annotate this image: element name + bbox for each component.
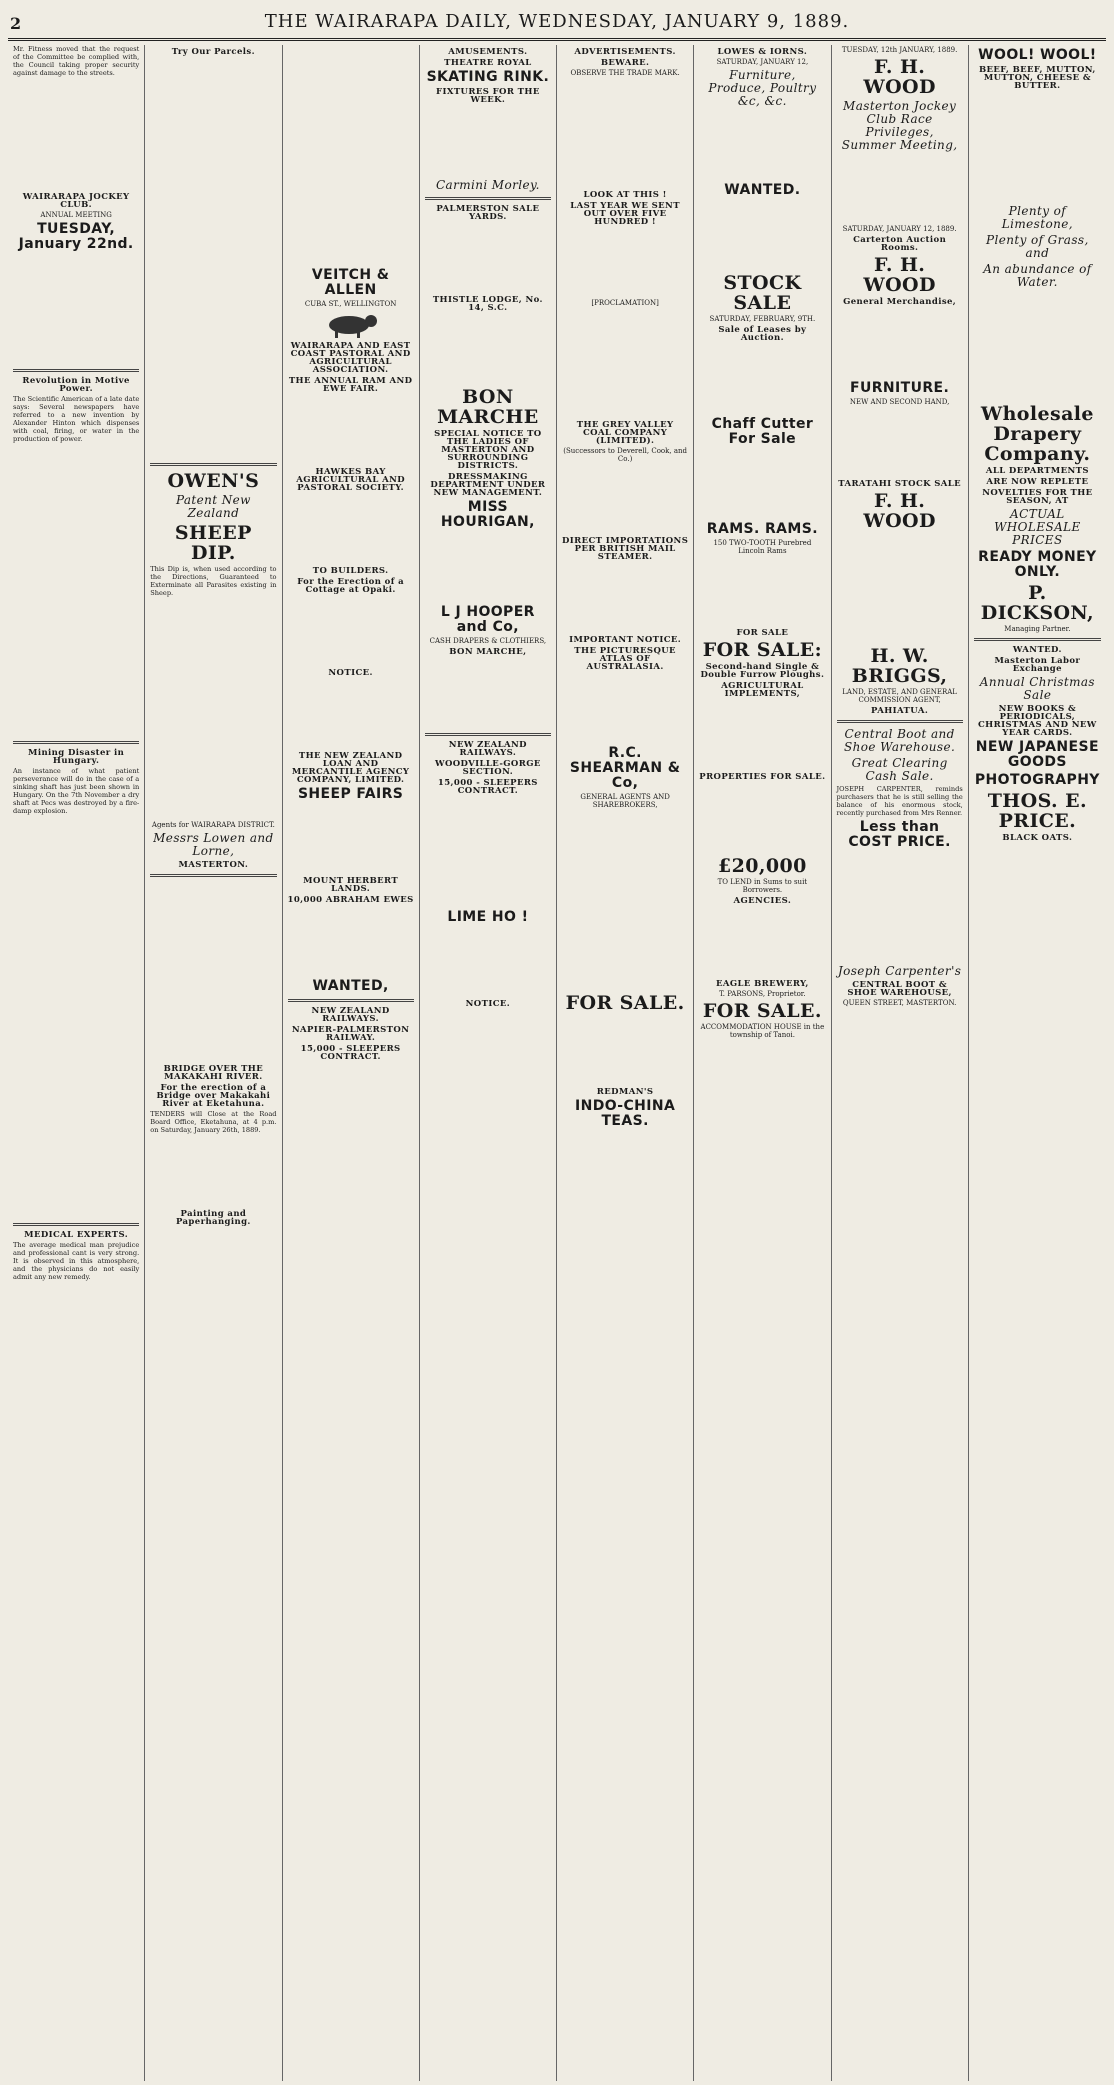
japanese-goods: NEW JAPANESE GOODS: [975, 739, 1099, 770]
agents-town: MASTERTON.: [178, 860, 249, 870]
lease-heading: Sale of Leases by Auction.: [718, 325, 807, 343]
page-number: 2: [10, 14, 22, 33]
lookout-heading: LOOK AT THIS !: [583, 190, 667, 200]
thistle-heading: THISTLE LODGE, No. 14, S.C.: [432, 295, 543, 313]
columns: [8, 45, 1106, 2081]
properties-heading: PROPERTIES FOR SALE.: [699, 772, 826, 782]
column-2: [145, 45, 282, 2081]
beef-heading: BEEF, BEEF, MUTTON, MUTTON, CHEESE & BUTTER.: [978, 65, 1096, 91]
central-2-heading: CENTRAL BOOT & SHOE WAREHOUSE,: [847, 980, 952, 998]
five-hundred-heading: LAST YEAR WE SENT OUT OVER FIVE HUNDRED !: [570, 201, 680, 227]
theatre-heading: THEATRE ROYAL: [444, 58, 532, 68]
proclamation: [PROCLAMATION]: [591, 299, 659, 307]
fh-wood-2: F. H. WOOD: [863, 254, 936, 296]
fh-wood-3: F. H. WOOD: [863, 490, 936, 532]
novelties: NOVELTIES FOR THE SEASON, AT: [982, 488, 1093, 506]
stock-sale-date: SATURDAY, FEBRUARY, 9TH.: [709, 315, 816, 323]
bridge-heading: BRIDGE OVER THE MAKAKAHI RIVER.: [163, 1064, 264, 1082]
accommodation-text: ACCOMMODATION HOUSE in the township of Tanoi.: [700, 1023, 825, 1039]
mail-heading: DIRECT IMPORTATIONS PER BRITISH MAIL STEAMER.: [562, 536, 689, 562]
sheep-dip-heading: SHEEP DIP.: [174, 522, 252, 564]
masthead: [8, 4, 1106, 41]
medical-heading: MEDICAL EXPERTS.: [24, 1230, 129, 1240]
dressmaking-heading: DRESSMAKING DEPARTMENT UNDER NEW MANAGEMENT.: [430, 472, 546, 498]
ram-fair-heading: THE ANNUAL RAM AND EWE FAIR.: [288, 376, 413, 394]
palmerston-sale-heading: PALMERSTON SALE YARDS.: [436, 204, 540, 222]
column-4: [420, 45, 557, 2081]
eagle-heading: EAGLE BREWERY,: [715, 979, 809, 989]
jockey-club-sub: ANNUAL MEETING: [40, 211, 112, 219]
thos-price: THOS. E. PRICE.: [987, 790, 1087, 832]
mount-herbert-heading: MOUNT HERBERT LANDS.: [303, 876, 399, 894]
loan-sub: TO LEND in Sums to suit Borrowers.: [717, 878, 808, 894]
medical-text: The average medical man prejudice and professional cant is very strong. It is observed in this atmosphere, and the physicians do not easily admit any new remedy.: [13, 1241, 140, 1281]
mining-heading: Mining Disaster in Hungary.: [28, 748, 125, 766]
veitch-heading: VEITCH & ALLEN: [311, 267, 390, 298]
column-7: [832, 45, 969, 2081]
loan-co-heading: THE NEW ZEALAND LOAN AND MERCANTILE AGENCY COMPANY, LIMITED.: [291, 751, 410, 785]
shearman-sub: GENERAL AGENTS AND SHAREBROKERS,: [580, 793, 670, 809]
hawkes-heading: HAWKES BAY AGRICULTURAL AND PASTORAL SOCIETY.: [296, 467, 406, 493]
annual-sale: Annual Christmas Sale: [979, 675, 1095, 702]
loan-heading: £20,000: [718, 855, 807, 877]
redmans-heading: REDMAN'S: [596, 1087, 654, 1097]
sleepers-heading: 15,000 - SLEEPERS CONTRACT.: [300, 1044, 401, 1062]
briggs-heading: H. W. BRIGGS,: [851, 645, 948, 687]
carmini-heading: Carmini Morley.: [435, 178, 540, 192]
taratahi-heading: TARATAHI STOCK SALE: [838, 479, 962, 489]
painting-heading: Painting and Paperhanging.: [175, 1209, 251, 1227]
carterton-heading: Carterton Auction Rooms.: [853, 235, 947, 253]
agents-name: Messrs Lowen and Lorne,: [153, 831, 274, 858]
plenty-1: Plenty of Limestone,: [1001, 204, 1073, 231]
ram-engraving: [321, 311, 381, 339]
plenty-3: An abundance of Water.: [983, 262, 1092, 289]
jockey-club-date: TUESDAY, January 22nd.: [18, 221, 134, 252]
wanted-heading: WANTED,: [312, 978, 389, 994]
notice-2: NOTICE.: [465, 999, 511, 1009]
builders-heading: TO BUILDERS.: [312, 566, 389, 576]
ready-money: READY MONEY ONLY.: [978, 549, 1097, 580]
special-notice: SPECIAL NOTICE TO THE LADIES OF MASTERTON AND SURROUNDING DISTRICTS.: [434, 429, 542, 471]
all-depts: ALL DEPARTMENTS: [985, 466, 1089, 476]
shearman-heading: R.C. SHEARMAN & Co,: [569, 745, 681, 791]
column-6: [694, 45, 831, 2081]
new-books: NEW BOOKS & PERIODICALS, CHRISTMAS AND NEW YEAR CARDS.: [978, 704, 1097, 738]
mining-text: An instance of what patient perseverance will do in the case of a sinking shaft has just been shown in Hungary. On the 7th November a dry shaft at Pecs was destroyed by a fire-damp explosion.: [13, 767, 140, 815]
carpenter-heading: Joseph Carpenter's: [837, 964, 962, 978]
patent-heading: Patent New Zealand: [175, 493, 251, 520]
beware-heading: BEWARE.: [600, 58, 650, 68]
cottage-heading: For the Erection of a Cottage at Opaki.: [297, 577, 405, 595]
wholesale-heading: Wholesale Drapery Company.: [980, 403, 1094, 465]
dickson-heading: P. DICKSON,: [980, 582, 1094, 624]
council-report: Mr. Fitness moved that the request of the Committee be complied with, the Council taking proper security against damage to the streets.: [13, 45, 140, 77]
lowes-heading: LOWES & IORNS.: [717, 47, 808, 57]
for-sale-heading: FOR SALE.: [565, 992, 685, 1014]
coal-heading: THE GREY VALLEY COAL COMPANY (LIMITED).: [576, 420, 674, 446]
pahiatua-heading: PAHIATUA.: [871, 706, 929, 716]
column-1: [8, 45, 145, 2081]
bon-marche-2: BON MARCHE,: [449, 647, 527, 657]
wanted-right: WANTED.: [1012, 645, 1062, 655]
revolution-heading: Revolution in Motive Power.: [22, 376, 130, 394]
wanted-heading: WANTED.: [724, 182, 801, 198]
woodville-heading: WOODVILLE-GORGE SECTION.: [435, 759, 541, 777]
veitch-sub: CUBA ST., WELLINGTON: [304, 300, 397, 308]
eagle-sub: T. PARSONS, Proprietor.: [719, 990, 806, 998]
wool-heading: WOOL! WOOL!: [978, 47, 1097, 63]
briggs-sub: LAND, ESTATE, AND GENERAL COMMISSION AGENT,: [842, 688, 957, 704]
hooper-heading: L J HOOPER and Co,: [440, 604, 535, 635]
for-sale-2: FOR SALE:: [702, 639, 823, 661]
hooper-sub: CASH DRAPERS & CLOTHIERS,: [429, 637, 547, 645]
sleepers-2: 15,000 - SLEEPERS CONTRACT.: [437, 778, 538, 796]
forsale-heading: FOR SALE: [736, 628, 789, 638]
association-heading: WAIRARAPA AND EAST COAST PASTORAL AND AGRICULTURAL ASSOCIATION.: [290, 341, 411, 375]
hourigan-heading: MISS HOURIGAN,: [440, 499, 535, 530]
manager-line: Managing Partner.: [1004, 625, 1071, 633]
rams-heading: RAMS. RAMS.: [706, 521, 818, 537]
bon-marche-heading: BON MARCHE: [437, 386, 539, 428]
newspaper-title: THE WAIRARAPA DAILY, WEDNESDAY, JANUARY 9, 1889.: [264, 10, 850, 32]
photography: PHOTOGRAPHY: [974, 772, 1100, 788]
queen-street: QUEEN STREET, MASTERTON.: [842, 999, 957, 1007]
furniture-heading: Furniture, Produce, Poultry &c, &c.: [708, 68, 817, 108]
furniture-2: FURNITURE.: [850, 380, 950, 396]
implements-heading: AGRICULTURAL IMPLEMENTS,: [721, 681, 804, 699]
nz-railways-2: NEW ZEALAND RAILWAYS.: [448, 740, 527, 758]
agencies-heading: AGENCIES.: [733, 896, 792, 906]
coal-sub: (Successors to Deverell, Cook, and Co.): [563, 447, 687, 463]
parcels-heading: Try Our Parcels.: [171, 47, 255, 57]
bridge-text: TENDERS will Close at the Road Board Office, Eketahuna, at 4 p.m. on Saturday, January 26th, 1889.: [150, 1110, 277, 1134]
column-5: [557, 45, 694, 2081]
furrow-heading: Second-hand Single & Double Furrow Ploughs.: [700, 662, 825, 680]
actual-prices: ACTUAL WHOLESALE PRICES: [994, 507, 1081, 547]
lime-heading: LIME HO !: [447, 909, 529, 925]
grocery-heading: General Merchandise,: [843, 297, 957, 307]
lowes-date: SATURDAY, JANUARY 12,: [716, 58, 809, 66]
date-line: TUESDAY, 12th JANUARY, 1889.: [841, 46, 958, 54]
column-8: [969, 45, 1106, 2081]
clearing-heading: Great Clearing Cash Sale.: [851, 756, 948, 783]
owens-heading: OWEN'S: [167, 470, 260, 492]
advertisements-heading: ADVERTISEMENTS.: [574, 47, 676, 57]
agents-line: Agents for WAIRARAPA DISTRICT.: [151, 821, 275, 829]
less-cost-heading: Less than COST PRICE.: [848, 819, 951, 850]
club-race-heading: Masterton Jockey Club Race Privileges, Summer Meeting,: [841, 99, 958, 152]
saturday-line: SATURDAY, JANUARY 12, 1889.: [842, 225, 957, 233]
amusements-heading: AMUSEMENTS.: [448, 47, 528, 57]
nz-railways-heading: NEW ZEALAND RAILWAYS.: [311, 1006, 390, 1024]
napier-palmerston-heading: NAPIER-PALMERSTON RAILWAY.: [291, 1025, 410, 1043]
central-boot-heading: Central Boot and Shoe Warehouse.: [844, 727, 956, 754]
atlas-heading: THE PICTURESQUE ATLAS OF AUSTRALASIA.: [574, 646, 676, 672]
notice-heading: NOTICE.: [328, 668, 373, 678]
indo-china-heading: INDO-CHINA TEAS.: [574, 1098, 676, 1129]
black-oats: BLACK OATS.: [1002, 833, 1073, 843]
jockey-club-heading: WAIRARAPA JOCKEY CLUB.: [22, 192, 130, 210]
rams-sub: 150 TWO-TOOTH Purebred Lincoln Rams: [713, 539, 812, 555]
now-replete: ARE NOW REPLETE: [986, 477, 1089, 487]
fixtures-heading: FIXTURES FOR THE WEEK.: [436, 87, 540, 105]
bridge-erection: For the erection of a Bridge over Makakahi River at Eketahuna.: [156, 1083, 271, 1109]
plenty-2: Plenty of Grass, and: [986, 233, 1089, 260]
sheep-fairs-heading: SHEEP FAIRS: [297, 786, 404, 802]
carpenter-text: JOSEPH CARPENTER, reminds purchasers that he is still selling the balance of his enormous stock, recently purchased from Mrs Renner.: [836, 785, 963, 817]
fh-wood-heading: F. H. WOOD: [863, 56, 936, 98]
revolution-text: The Scientific American of a late date says: Several newspapers have referred to a new invention by Alexander Hinton which dispenses with coal, firing, or water in the production of power.: [13, 395, 140, 443]
rink-heading: SKATING RINK.: [426, 69, 550, 85]
chaff-heading: Chaff Cutter For Sale: [711, 416, 814, 447]
sheep-dip-text: This Dip is, when used according to the Directions, Guaranteed to Exterminate all Parasites existing in Sheep.: [150, 565, 277, 597]
furniture-sub: NEW AND SECOND HAND,: [849, 398, 950, 406]
important-heading: IMPORTANT NOTICE.: [569, 635, 682, 645]
labor-exchange: Masterton Labor Exchange: [994, 656, 1081, 674]
ewes-heading: 10,000 ABRAHAM EWES: [287, 895, 414, 905]
observe-line: OBSERVE THE TRADE MARK.: [570, 69, 680, 77]
stock-sale-heading: STOCK SALE: [723, 272, 802, 314]
column-3: [283, 45, 420, 2081]
for-sale-big: FOR SALE.: [702, 1000, 822, 1022]
